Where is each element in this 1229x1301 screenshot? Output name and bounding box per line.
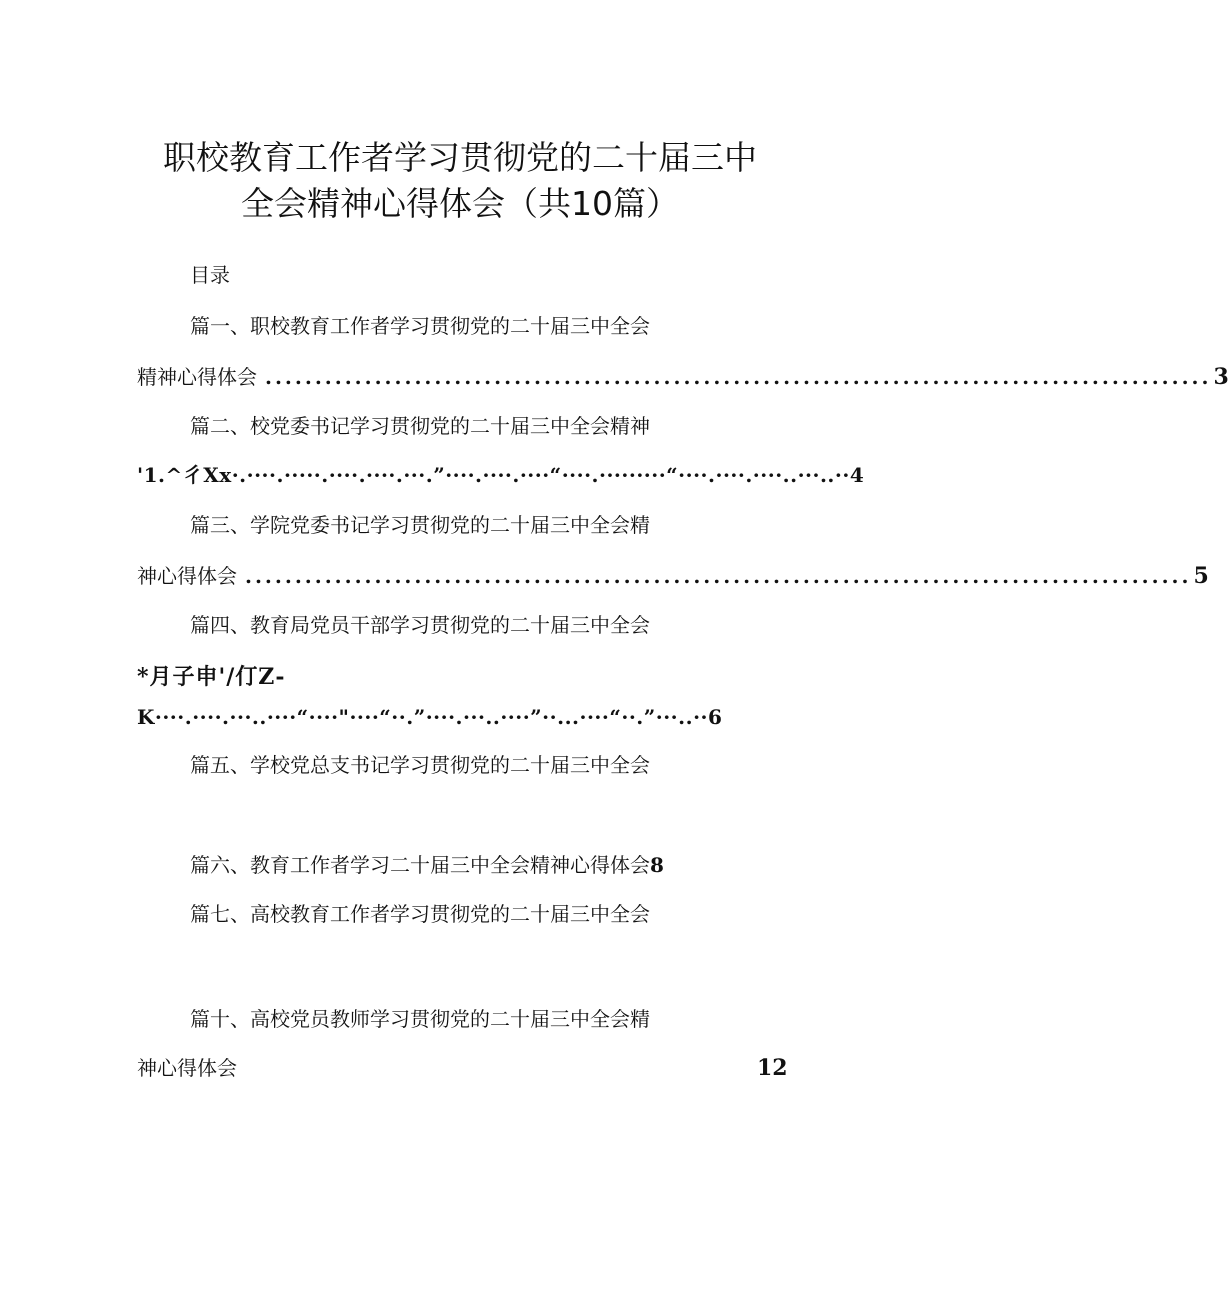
toc-entry-1-page: 3 bbox=[1213, 364, 1229, 390]
toc-entry-10-line-2: 神心得体会 bbox=[137, 1056, 237, 1080]
toc-entry-3-line-1: 篇三、学院党委书记学习贯彻党的二十届三中全会精 bbox=[190, 513, 650, 537]
toc-entry-6-line-1: 篇六、教育工作者学习二十届三中全会精神心得体会 bbox=[190, 853, 650, 877]
toc-entry-4-line-1: 篇四、教育局党员干部学习贯彻党的二十届三中全会 bbox=[190, 613, 650, 637]
toc-entry-1-row bbox=[137, 364, 1229, 390]
toc-entry-3-line-2: 神心得体会 bbox=[137, 564, 237, 588]
toc-entry-10-line-1: 篇十、高校党员教师学习贯彻党的二十届三中全会精 bbox=[190, 1007, 650, 1031]
toc-entry-1-line-2: 精神心得体会 bbox=[137, 365, 257, 389]
toc-entry-6-row bbox=[190, 852, 664, 878]
toc-entry-3-page: 5 bbox=[1193, 563, 1209, 589]
toc-entry-2-garbled-line: '1.^彳Xx·.····.·····.····.····.···.”····.····.····“····.·········“····.····.····..···..··4 bbox=[137, 463, 865, 487]
toc-entry-4-garbled-line-2: K····.····.···..····“····"····“··.”····.···..····”··...····“··.”···..··6 bbox=[137, 705, 723, 729]
toc-entry-2-line-1: 篇二、校党委书记学习贯彻党的二十届三中全会精神 bbox=[190, 414, 650, 438]
toc-heading: 目录 bbox=[190, 263, 230, 287]
toc-entry-4-garbled-line-1: *月子申'/仃Z- bbox=[137, 664, 286, 690]
document-title-line-1: 职校教育工作者学习贯彻党的二十届三中 bbox=[163, 138, 757, 177]
toc-entry-7-line-1: 篇七、高校教育工作者学习贯彻党的二十届三中全会 bbox=[190, 902, 650, 926]
toc-entry-6-page: 8 bbox=[650, 853, 664, 877]
toc-entry-3-row bbox=[137, 563, 1209, 589]
toc-entry-10-page: 12 bbox=[757, 1055, 788, 1081]
toc-entry-5-line-1: 篇五、学校党总支书记学习贯彻党的二十届三中全会 bbox=[190, 753, 650, 777]
toc-entry-3-leader: ............................................................................................... bbox=[245, 564, 1192, 588]
document-title-line-2: 全会精神心得体会（共10篇） bbox=[241, 184, 679, 223]
toc-entry-1-line-1: 篇一、职校教育工作者学习贯彻党的二十届三中全会 bbox=[190, 314, 650, 338]
toc-entry-1-leader: ............................................................................................... bbox=[265, 365, 1212, 389]
